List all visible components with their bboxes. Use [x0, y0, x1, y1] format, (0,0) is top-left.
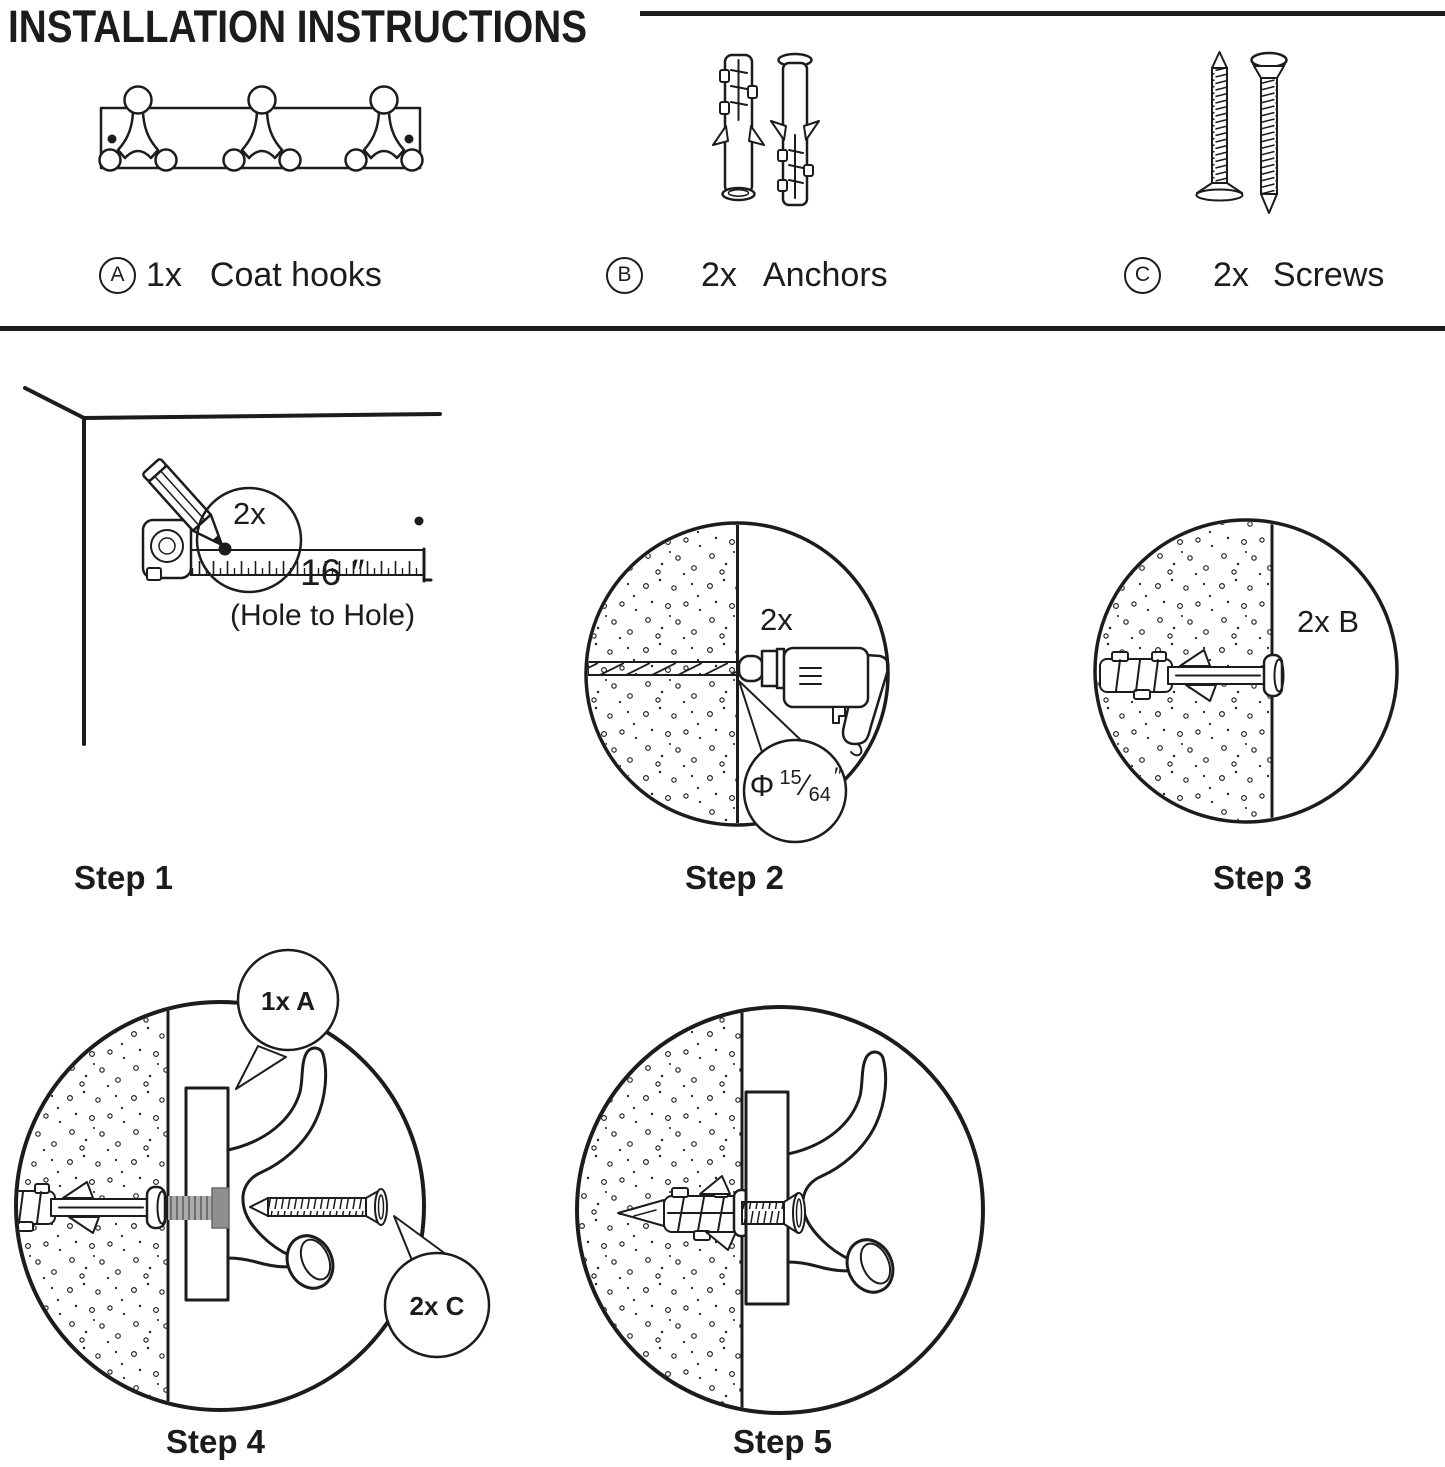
step4-label: Step 4	[166, 1423, 266, 1460]
part-row-coat-hooks	[99, 255, 382, 295]
drill-count: 2x	[760, 602, 793, 637]
step2-label: Step 2	[685, 859, 785, 896]
hook-callout-text: 1x A	[261, 986, 315, 1016]
part-qty: 1x	[146, 255, 182, 294]
step5-label: Step 5	[733, 1423, 833, 1460]
coat-hooks-drawing	[100, 87, 423, 171]
step1-scene	[25, 388, 440, 744]
distance-value: 16 ″	[300, 552, 365, 593]
anchor-upright	[713, 55, 764, 200]
loose-screw	[250, 1189, 387, 1225]
part-name: Coat hooks	[209, 255, 382, 294]
drill-bit	[588, 662, 740, 675]
inch-mark: ″	[833, 763, 843, 790]
screw-head-up	[1252, 53, 1287, 213]
part-letter-badge: C	[1124, 257, 1161, 294]
part-qty: 2x	[1213, 255, 1249, 294]
bit-size-callout	[744, 763, 848, 806]
mount-hole-left	[108, 135, 117, 144]
distance-note: (Hole to Hole)	[230, 599, 416, 632]
coat-hook-mounted	[746, 1052, 901, 1304]
bit-denominator: 64	[808, 784, 831, 806]
part-qty: 2x	[701, 255, 737, 294]
step5-scene	[577, 1007, 983, 1413]
anchors-drawing	[713, 54, 819, 205]
part-letter-badge: B	[606, 257, 643, 294]
page-title: INSTALLATION INSTRUCTIONS	[8, 1, 588, 52]
part-row-screws	[1124, 255, 1384, 295]
fraction-slash: ⁄	[802, 769, 808, 802]
part-row-anchors	[606, 255, 888, 295]
coat-hook-mounted	[186, 1048, 341, 1300]
step1-label: Step 1	[74, 859, 174, 896]
pencil-mark-dot	[219, 543, 232, 556]
screw-callout-text: 2x C	[409, 1291, 465, 1321]
mount-hole-right	[405, 135, 414, 144]
section-divider	[0, 326, 1445, 331]
diameter-symbol: Φ	[749, 768, 775, 803]
anchor-inverted	[771, 54, 819, 205]
step3-label: Step 3	[1213, 859, 1313, 896]
title-rule	[640, 11, 1445, 16]
step3-scene	[1095, 520, 1397, 822]
tape-measure	[143, 520, 431, 581]
step4-scene	[0, 950, 489, 1410]
second-mark-dot	[415, 517, 424, 526]
anchor-count: 2x B	[1297, 604, 1360, 639]
drill-trigger	[833, 707, 845, 723]
screws-drawing	[1197, 52, 1287, 213]
hook-callout-tail	[236, 1046, 286, 1089]
part-name: Screws	[1272, 255, 1385, 294]
bit-numerator: 15	[779, 767, 802, 789]
mark-count: 2x	[233, 496, 266, 531]
screw-tip-up	[1197, 52, 1243, 201]
part-name: Anchors	[762, 255, 888, 294]
part-letter-badge: A	[99, 257, 136, 294]
